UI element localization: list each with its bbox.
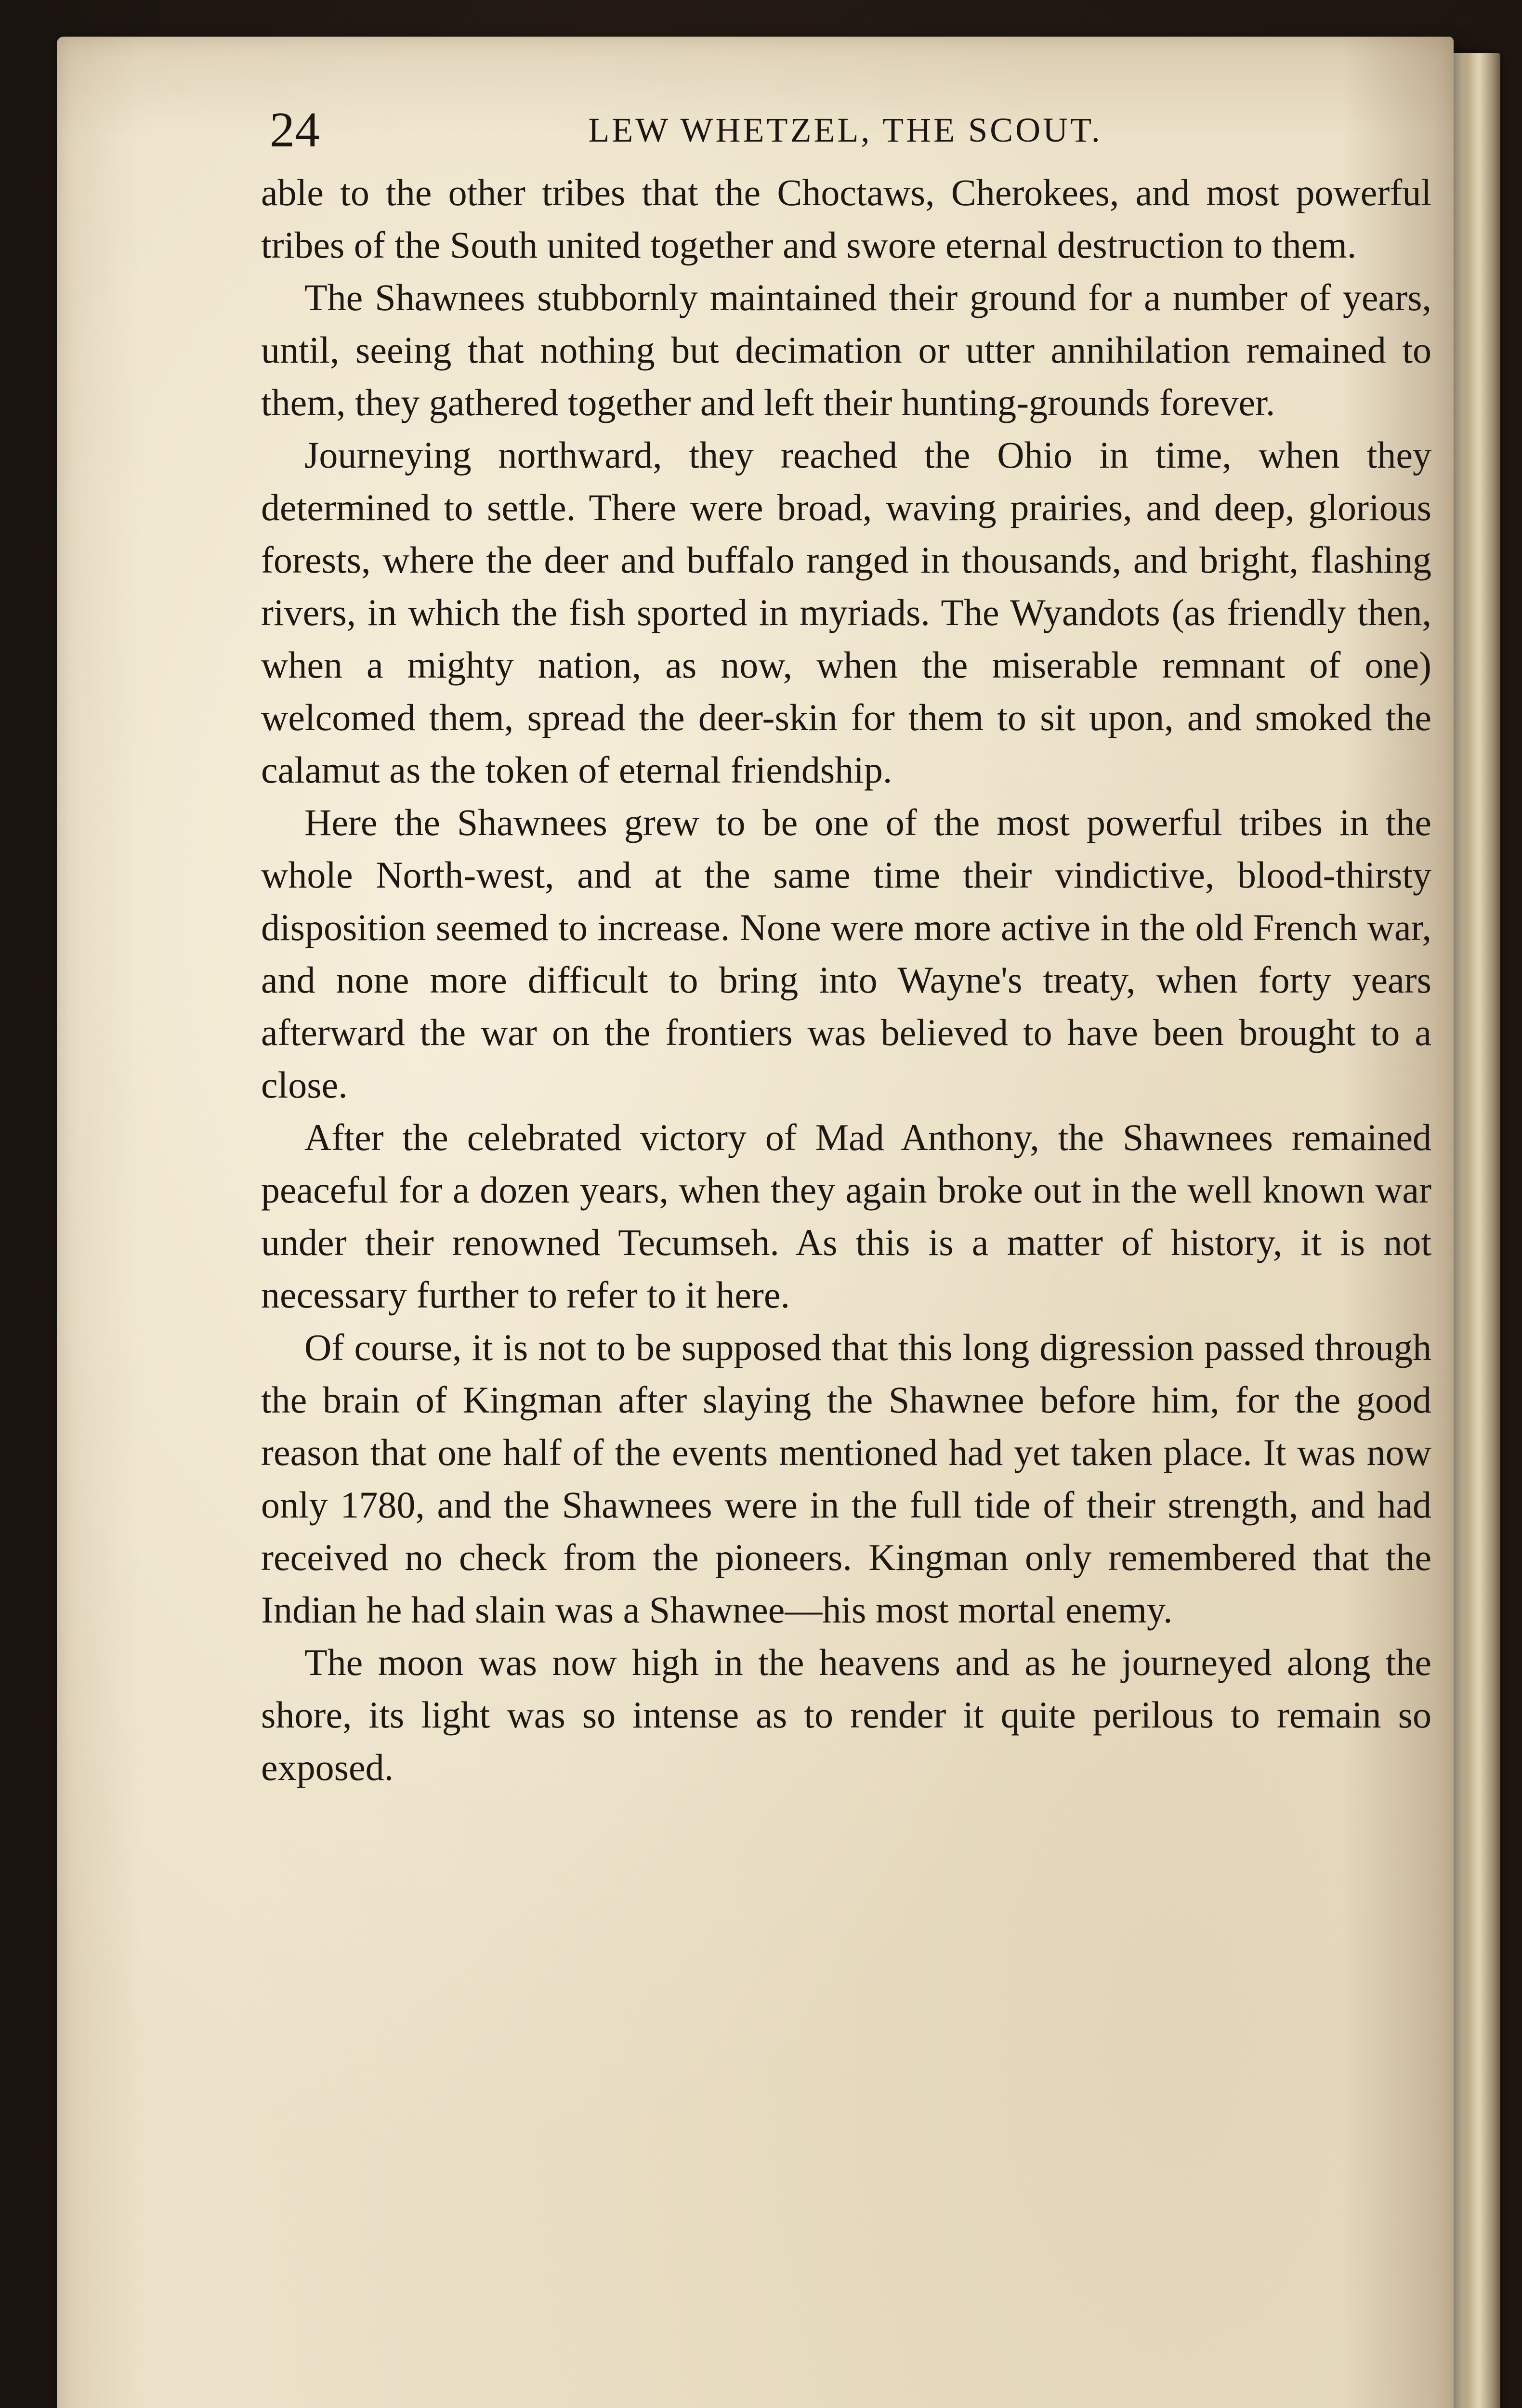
paragraph-7: The moon was now high in the heavens and as he journeyed along the shore, its light was so intense as to render it quite perilous to remain so exposed.: [261, 1641, 1431, 1788]
page-number: 24: [270, 102, 320, 157]
running-title: LEW WHETZEL, THE SCOUT.: [588, 111, 1102, 149]
page-header: [270, 101, 1421, 159]
paragraph-3: Journeying northward, they reached the Ohio in time, when they determined to settle. There were broad, waving prairies, and deep, glorious forests, where the deer and buffalo ranged in thousands, and bright, flashing rivers, in which the fish sported in myriads. The Wyandots (as friendly then, when a mighty nation, as now, when the miserable remnant of one) welcomed them, spread the deer-skin for them to sit upon, and smoked the calamut as the token of eternal friendship.: [261, 434, 1431, 791]
body-text: [261, 166, 1431, 1793]
paragraph-5: After the celebrated victory of Mad Anthony, the Shawnees remained peaceful for a dozen years, when they again broke out in the well known war under their renowned Tecumseh. As this is a matter of history, it is not necessary further to refer to it here.: [261, 1116, 1431, 1316]
paragraph-1: able to the other tribes that the Choctaws, Cherokees, and most powerful tribes of the South united together and swore eternal destruction to them.: [261, 171, 1431, 266]
paragraph-6: Of course, it is not to be supposed that this long digression passed through the brain of Kingman after slaying the Shawnee before him, for the good reason that one half of the events mentioned had yet taken place. It was now only 1780, and the Shawnees were in the full tide of their strength, and had received no check from the pioneers. Kingman only remembered that the Indian he had slain was a Shawnee—his most mortal enemy.: [261, 1326, 1431, 1631]
paragraph-2: The Shawnees stubbornly maintained their ground for a number of years, until, seeing that nothing but decimation or utter annihilation remained to them, they gathered together and left their hunting-grounds forever.: [261, 276, 1431, 423]
paragraph-4: Here the Shawnees grew to be one of the most powerful tribes in the whole North-west, and at the same time their vindictive, blood-thirsty disposition seemed to increase. None were more active in the old French war, and none more difficult to bring into Wayne's treaty, when forty years afterward the war on the frontiers was believed to have been brought to a close.: [261, 801, 1431, 1106]
